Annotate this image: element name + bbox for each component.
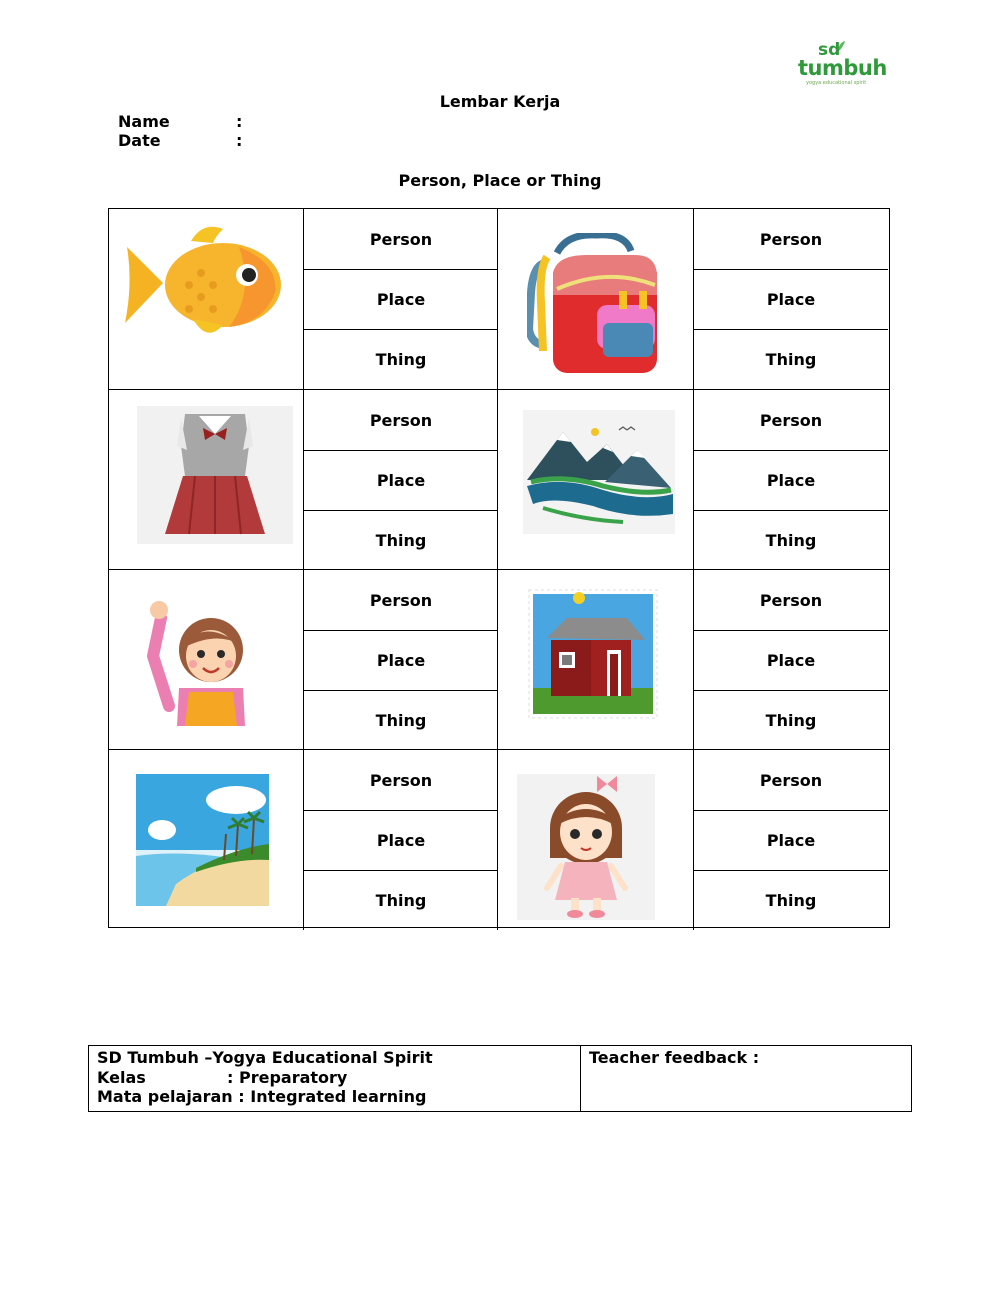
option-place[interactable]: Place: [304, 630, 498, 690]
picture-cell: [109, 209, 304, 389]
logo-brand: tumbuh: [798, 56, 887, 80]
date-colon: :: [236, 131, 243, 150]
options-column: [303, 570, 498, 750]
option-person[interactable]: Person: [759, 770, 823, 790]
option-place[interactable]: Place: [694, 450, 888, 510]
picture-cell: [499, 209, 694, 389]
option-thing[interactable]: Thing: [694, 329, 888, 389]
little-girl-icon: [517, 774, 655, 920]
options-column: [693, 750, 888, 930]
subject-value: : Integrated learning: [238, 1087, 427, 1106]
class-value: : Preparatory: [227, 1067, 348, 1087]
date-field[interactable]: [118, 131, 243, 150]
option-thing[interactable]: Thing: [304, 510, 498, 570]
picture-cell: [499, 570, 694, 750]
options-column: [303, 390, 498, 570]
options-column: [693, 390, 888, 570]
options-column: [303, 750, 498, 930]
beach-icon: [136, 774, 269, 906]
worksheet-grid: [108, 208, 890, 928]
class-row: [97, 1068, 572, 1088]
option-thing[interactable]: Thing: [304, 690, 498, 750]
worksheet-subtitle: Person, Place or Thing: [398, 171, 602, 190]
option-thing[interactable]: Thing: [694, 870, 888, 930]
option-thing[interactable]: Thing: [304, 870, 498, 930]
option-place[interactable]: Place: [304, 450, 498, 510]
picture-cell: [499, 390, 694, 570]
option-person[interactable]: Person: [369, 590, 433, 610]
name-label: Name: [118, 112, 170, 131]
school-info: [89, 1046, 581, 1111]
options-column: [303, 209, 498, 389]
picture-cell: [109, 750, 304, 930]
name-colon: :: [236, 112, 243, 131]
table-row: [109, 209, 889, 389]
option-person[interactable]: Person: [759, 410, 823, 430]
feedback-label: Teacher feedback :: [589, 1048, 760, 1067]
option-place[interactable]: Place: [694, 269, 888, 329]
picture-cell: [499, 750, 694, 930]
option-thing[interactable]: Thing: [304, 329, 498, 389]
option-place[interactable]: Place: [694, 630, 888, 690]
option-person[interactable]: Person: [369, 229, 433, 249]
school-logo: [796, 40, 887, 88]
options-column: [693, 209, 888, 389]
teacher-feedback[interactable]: [581, 1046, 911, 1111]
page-title: Lembar Kerja: [439, 92, 561, 111]
footer-box: [88, 1045, 912, 1112]
option-person[interactable]: Person: [759, 590, 823, 610]
class-label: Kelas: [97, 1067, 146, 1087]
girl-waving-icon: [147, 596, 257, 726]
logo-sd: sd: [818, 40, 841, 60]
backpack-icon: [527, 233, 667, 377]
picture-cell: [109, 570, 304, 750]
picture-cell: [109, 390, 304, 570]
table-row: [109, 389, 889, 569]
option-person[interactable]: Person: [369, 410, 433, 430]
option-place[interactable]: Place: [304, 269, 498, 329]
option-place[interactable]: Place: [694, 810, 888, 870]
option-thing[interactable]: Thing: [694, 510, 888, 570]
name-field[interactable]: [118, 112, 243, 131]
table-row: [109, 749, 889, 929]
option-person[interactable]: Person: [369, 770, 433, 790]
subject-label: Mata pelajaran: [97, 1087, 233, 1106]
house-icon: [527, 588, 659, 720]
option-person[interactable]: Person: [759, 229, 823, 249]
mountains-icon: [523, 410, 675, 534]
school-uniform-icon: [137, 406, 293, 544]
options-column: [693, 570, 888, 750]
option-thing[interactable]: Thing: [694, 690, 888, 750]
option-place[interactable]: Place: [304, 810, 498, 870]
school-name: SD Tumbuh –Yogya Educational Spirit: [97, 1048, 433, 1067]
date-label: Date: [118, 131, 161, 150]
logo-tagline: yogya educational spirit: [806, 80, 867, 86]
table-row: [109, 569, 889, 749]
subject-row: [97, 1087, 572, 1107]
fish-icon: [123, 223, 283, 343]
